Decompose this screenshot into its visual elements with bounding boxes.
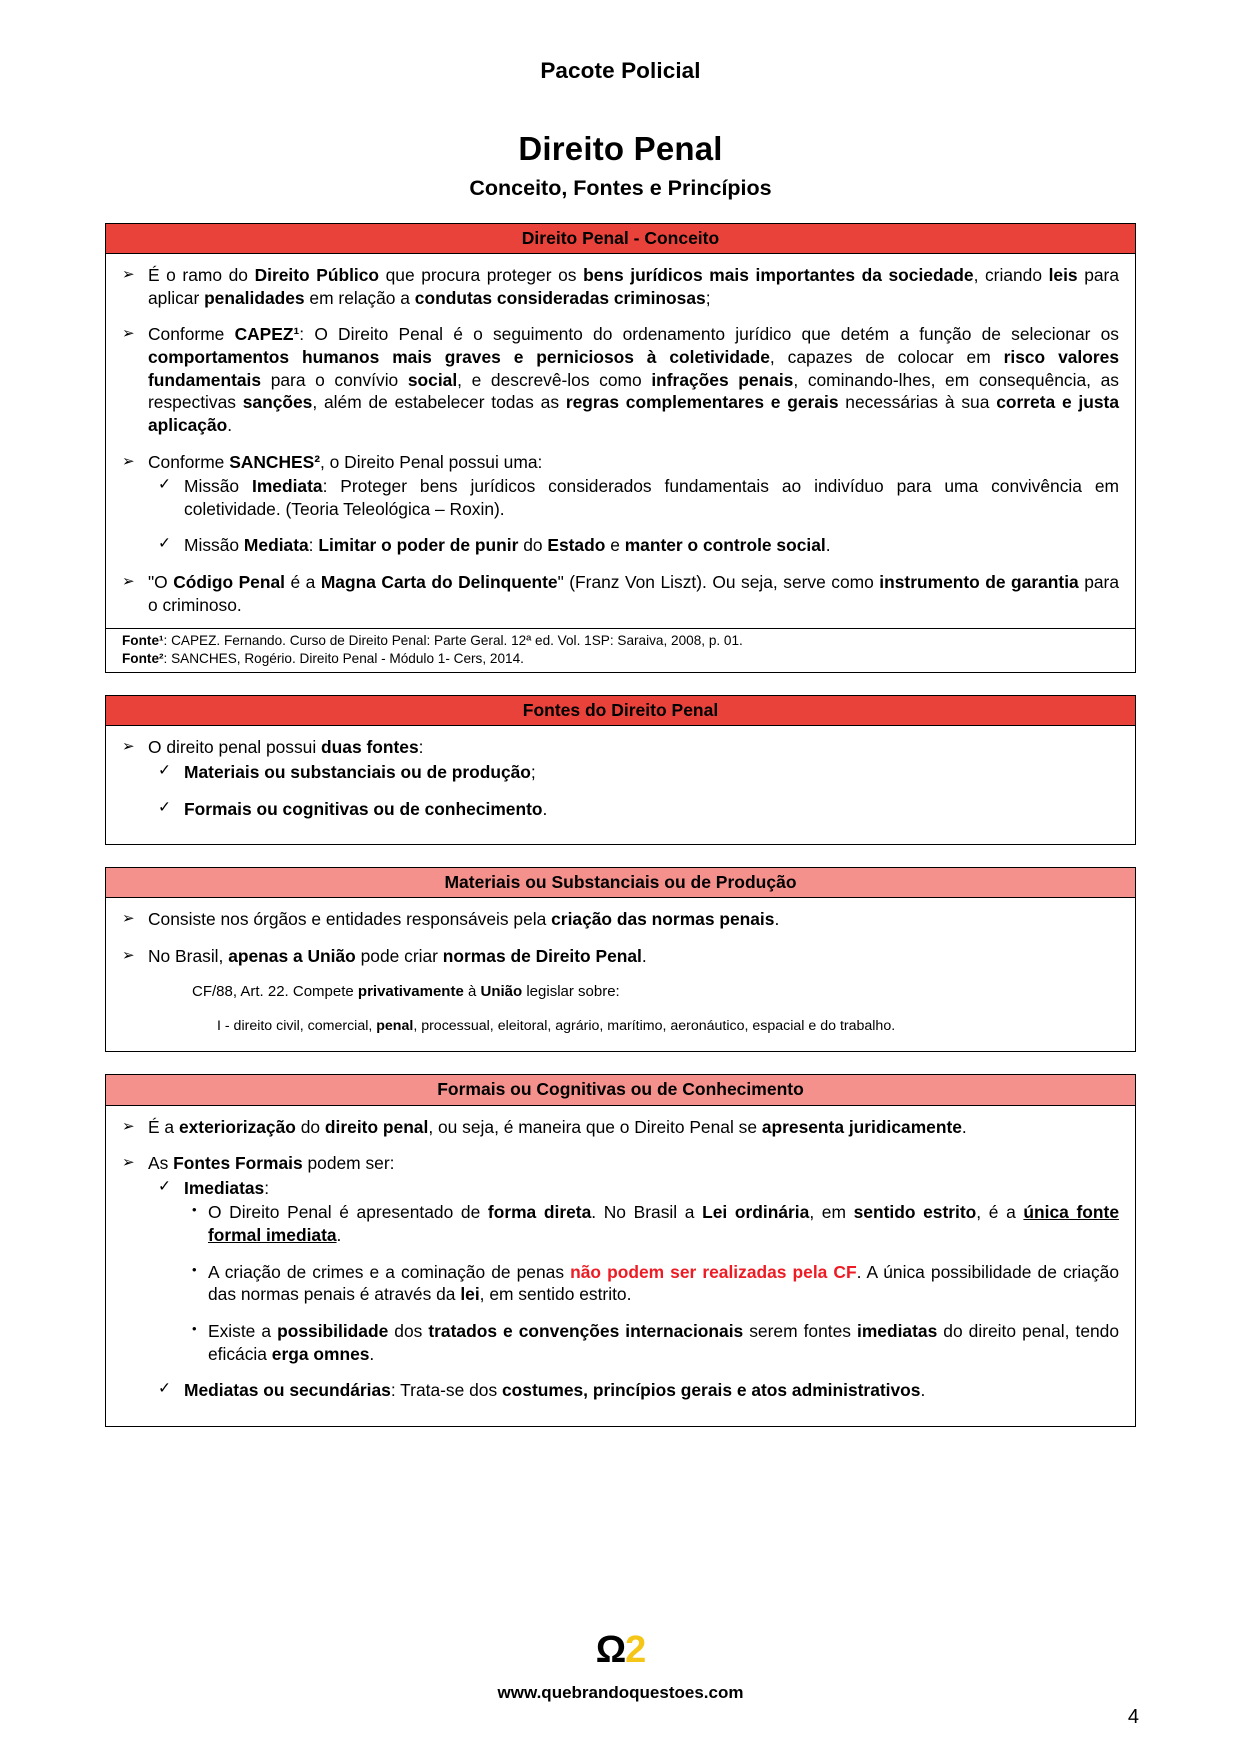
section-header-formais: Formais ou Cognitivas ou de Conhecimento bbox=[106, 1075, 1135, 1105]
dot-bullet-icon: • bbox=[192, 1202, 197, 1218]
legal-quote: CF/88, Art. 22. Compete privativamente à União legislar sobre: bbox=[192, 982, 620, 1000]
section-body-formais bbox=[106, 1106, 1135, 1426]
list-item-text: "O Código Penal é a Magna Carta do Delinquente" (Franz Von Liszt). Ou seja, serve como instrumento de garantia para o criminoso. bbox=[148, 572, 1120, 615]
arrow-bullet-icon: ➢ bbox=[122, 266, 135, 284]
list-item-text: O Direito Penal é apresentado de forma direta. No Brasil a Lei ordinária, em sentido estrito, é a única fonte formal imediata. bbox=[208, 1202, 1119, 1246]
list-item-text: Missão Mediata: Limitar o poder de punir do Estado e manter o controle social. bbox=[184, 535, 831, 556]
section-body-conceito bbox=[106, 254, 1135, 628]
list-item bbox=[192, 1261, 1119, 1306]
list-item-text: O direito penal possui duas fontes: bbox=[148, 737, 424, 758]
list-item-text: As Fontes Formais podem ser: bbox=[148, 1153, 395, 1174]
section-conceito bbox=[105, 223, 1136, 673]
list-item bbox=[158, 475, 1119, 520]
list-item bbox=[122, 323, 1119, 436]
arrow-bullet-icon: ➢ bbox=[122, 738, 135, 756]
omega-icon: Ω bbox=[595, 1629, 626, 1671]
check-bullet-icon: ✓ bbox=[158, 761, 171, 779]
arrow-bullet-icon: ➢ bbox=[122, 1154, 135, 1172]
brand-logo bbox=[0, 1631, 1241, 1669]
check-bullet-icon: ✓ bbox=[158, 476, 171, 494]
footnote-line: Fonte²: SANCHES, Rogério. Direito Penal - Módulo 1- Cers, 2014. bbox=[122, 651, 524, 667]
list-item bbox=[158, 761, 1119, 784]
section-body-fontes bbox=[106, 726, 1135, 844]
list-item-text: A criação de crimes e a cominação de penas não podem ser realizadas pela CF. A única possibilidade de criação das normas penais é através da lei, em sentido estrito. bbox=[208, 1261, 1120, 1305]
arrow-bullet-icon: ➢ bbox=[122, 325, 135, 343]
page-subtitle: Conceito, Fontes e Princípios bbox=[469, 176, 772, 200]
list-item bbox=[122, 1152, 1119, 1175]
section-body-materiais bbox=[106, 898, 1135, 1051]
list-item-text: É a exteriorização do direito penal, ou seja, é maneira que o Direito Penal se apresenta juridicamente. bbox=[148, 1116, 967, 1137]
list-item-text: Imediatas: bbox=[184, 1177, 270, 1198]
list-item bbox=[158, 1177, 1119, 1200]
list-item bbox=[158, 798, 1119, 821]
sections-container bbox=[105, 223, 1136, 1427]
list-item bbox=[122, 571, 1119, 616]
arrow-bullet-icon: ➢ bbox=[122, 1117, 135, 1135]
arrow-bullet-icon: ➢ bbox=[122, 573, 135, 590]
list-item-text: Formais ou cognitivas ou de conhecimento. bbox=[184, 798, 548, 819]
list-item-text: Conforme CAPEZ¹: O Direito Penal é o seguimento do ordenamento jurídico que detém a função de selecionar os comportamentos humanos mais graves e perniciosos à coletividade, capazes de colocar em risco valores fundamentais para o convívio social, e descrevê-los como infrações penais, cominando-lhes, em consequência, as respectivas sanções, além de estabelecer todas as regras complementares e gerais necessárias à sua correta e justa aplicação. bbox=[148, 324, 1119, 435]
list-item bbox=[192, 1320, 1119, 1365]
section-formais bbox=[105, 1074, 1136, 1426]
list-item-text: Missão Imediata: Proteger bens jurídicos considerados fundamentais ao indivíduo para uma convivência em coletividade. (Teoria Teleológica – Roxin). bbox=[184, 476, 1120, 519]
list-item bbox=[122, 451, 1119, 474]
check-bullet-icon: ✓ bbox=[158, 798, 171, 816]
section-fontes bbox=[105, 695, 1136, 845]
arrow-bullet-icon: ➢ bbox=[122, 946, 135, 964]
document-footer bbox=[0, 1631, 1241, 1703]
list-item bbox=[122, 736, 1119, 759]
list-item bbox=[158, 534, 1119, 557]
list-item-text: É o ramo do Direito Público que procura proteger os bens jurídicos mais importantes da sociedade, criando leis para aplicar penalidades em relação a condutas consideradas criminosas; bbox=[148, 265, 1119, 308]
list-item-text: No Brasil, apenas a União pode criar normas de Direito Penal. bbox=[148, 945, 647, 966]
arrow-bullet-icon: ➢ bbox=[122, 452, 135, 470]
document-header bbox=[105, 0, 1136, 201]
list-item bbox=[158, 1379, 1119, 1402]
list-item bbox=[122, 908, 1119, 931]
list-item-text: Conforme SANCHES², o Direito Penal possui uma: bbox=[148, 451, 543, 472]
list-item-text: Consiste nos órgãos e entidades responsáveis pela criação das normas penais. bbox=[148, 909, 780, 930]
section-header-fontes: Fontes do Direito Penal bbox=[106, 696, 1135, 726]
check-bullet-icon: ✓ bbox=[158, 1380, 171, 1398]
list-item bbox=[192, 1201, 1119, 1246]
page-number: 4 bbox=[1127, 1706, 1139, 1728]
course-label: Pacote Policial bbox=[540, 58, 701, 83]
list-item-text: Materiais ou substanciais ou de produção; bbox=[184, 761, 536, 782]
section-header-materiais: Materiais ou Substanciais ou de Produção bbox=[106, 868, 1135, 898]
arrow-bullet-icon: ➢ bbox=[122, 910, 135, 928]
legal-quote-item: I - direito civil, comercial, penal, processual, eleitoral, agrário, marítimo, aeronáutico, espacial e do trabalho. bbox=[217, 1018, 896, 1034]
footer-url[interactable]: www.quebrandoquestoes.com bbox=[497, 1683, 744, 1702]
check-bullet-icon: ✓ bbox=[158, 1177, 171, 1195]
list-item bbox=[122, 1116, 1119, 1139]
page-title: Direito Penal bbox=[518, 130, 723, 167]
logo-two: 2 bbox=[625, 1629, 646, 1671]
list-item-text: Mediatas ou secundárias: Trata-se dos costumes, princípios gerais e atos administrativos. bbox=[184, 1380, 926, 1401]
check-bullet-icon: ✓ bbox=[158, 535, 171, 553]
section-header-conceito: Direito Penal - Conceito bbox=[106, 224, 1135, 254]
footnote-line: Fonte¹: CAPEZ. Fernando. Curso de Direito Penal: Parte Geral. 12ª ed. Vol. 1SP: Saraiva, 2008, p. 01. bbox=[122, 633, 743, 649]
list-item bbox=[122, 264, 1119, 309]
list-item-text: Existe a possibilidade dos tratados e convenções internacionais serem fontes imediatas do direito penal, tendo eficácia erga omnes. bbox=[208, 1320, 1120, 1364]
footnotes bbox=[106, 628, 1135, 672]
section-materiais bbox=[105, 867, 1136, 1052]
list-item bbox=[122, 945, 1119, 968]
dot-bullet-icon: • bbox=[192, 1320, 197, 1336]
dot-bullet-icon: • bbox=[192, 1261, 197, 1277]
